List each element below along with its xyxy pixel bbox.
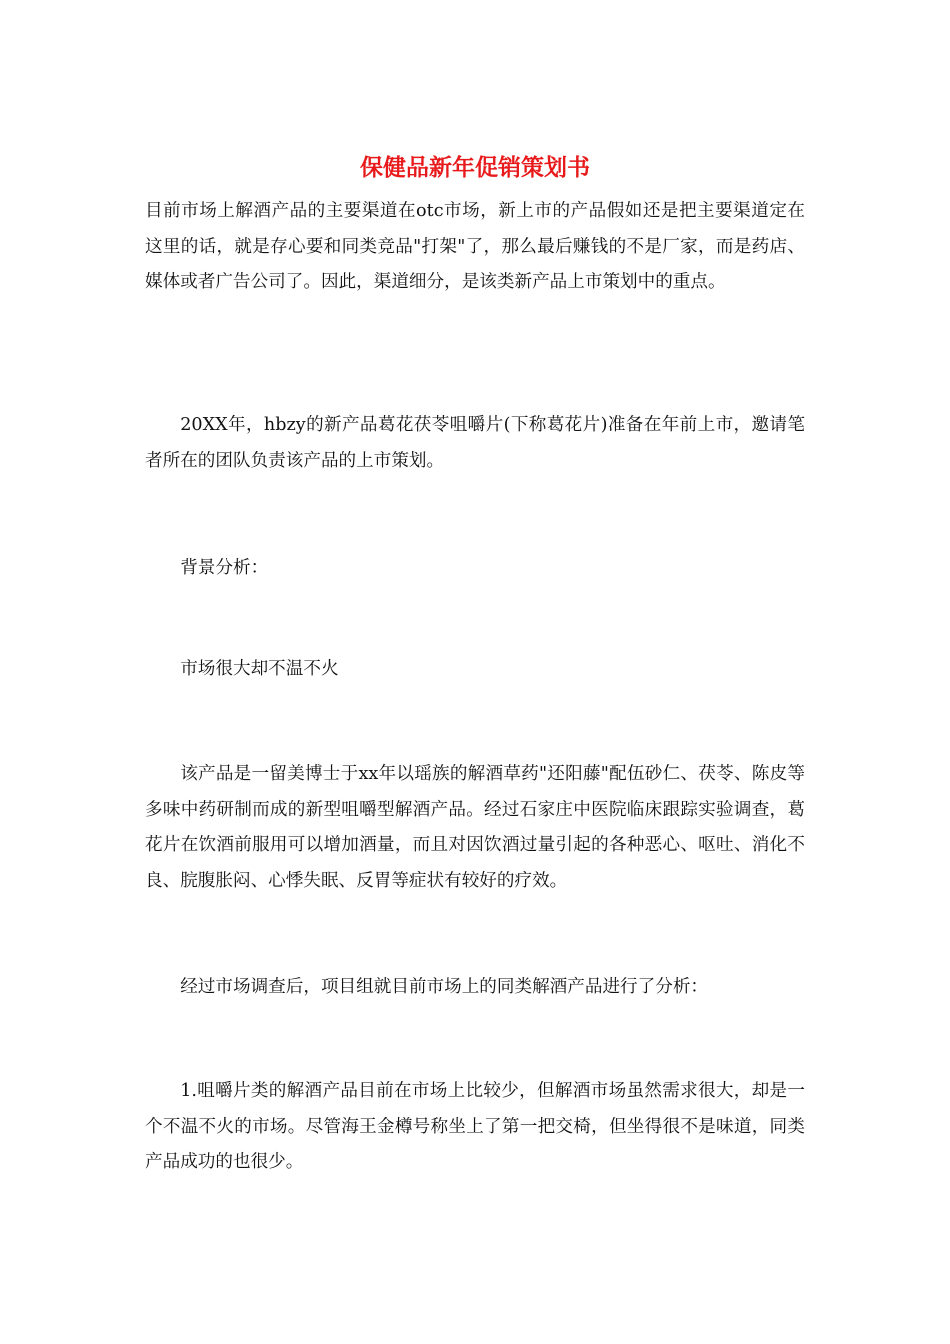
paragraph-product-launch: 20XX年，hbzy的新产品葛花茯苓咀嚼片(下称葛花片)准备在年前上市，邀请笔者所在的团队负责该产品的上市策划。	[145, 415, 805, 471]
paragraph-point-one: 1.咀嚼片类的解酒产品目前在市场上比较少，但解酒市场虽然需求很大，却是一个不温不火的市场。尽管海王金樽号称坐上了第一把交椅，但坐得很不是味道，同类产品成功的也很少。	[145, 1081, 805, 1172]
subheading-market: 市场很大却不温不火	[180, 659, 339, 679]
paragraph-product-description: 该产品是一留美博士于xx年以瑶族的解酒草药"还阳藤"配伍砂仁、茯苓、陈皮等多味中药研制而成的新型咀嚼型解酒产品。经过石家庄中医院临床跟踪实验调查，葛花片在饮酒前服用可以增加酒量，而且对因饮酒过量引起的各种恶心、呕吐、消化不良、脘腹胀闷、心悸失眠、反胃等症状有较好的疗效。	[145, 764, 805, 891]
paragraph-market-survey: 经过市场调查后，项目组就目前市场上的同类解酒产品进行了分析：	[180, 977, 709, 997]
document-title: 保健品新年促销策划书	[360, 155, 590, 181]
paragraph-channel-intro: 目前市场上解酒产品的主要渠道在otc市场，新上市的产品假如还是把主要渠道定在这里的话，就是存心要和同类竞品"打架"了，那么最后赚钱的不是厂家，而是药店、媒体或者广告公司了。因此，渠道细分，是该类新产品上市策划中的重点。	[145, 201, 805, 292]
section-heading-background: 背景分析：	[180, 558, 269, 578]
